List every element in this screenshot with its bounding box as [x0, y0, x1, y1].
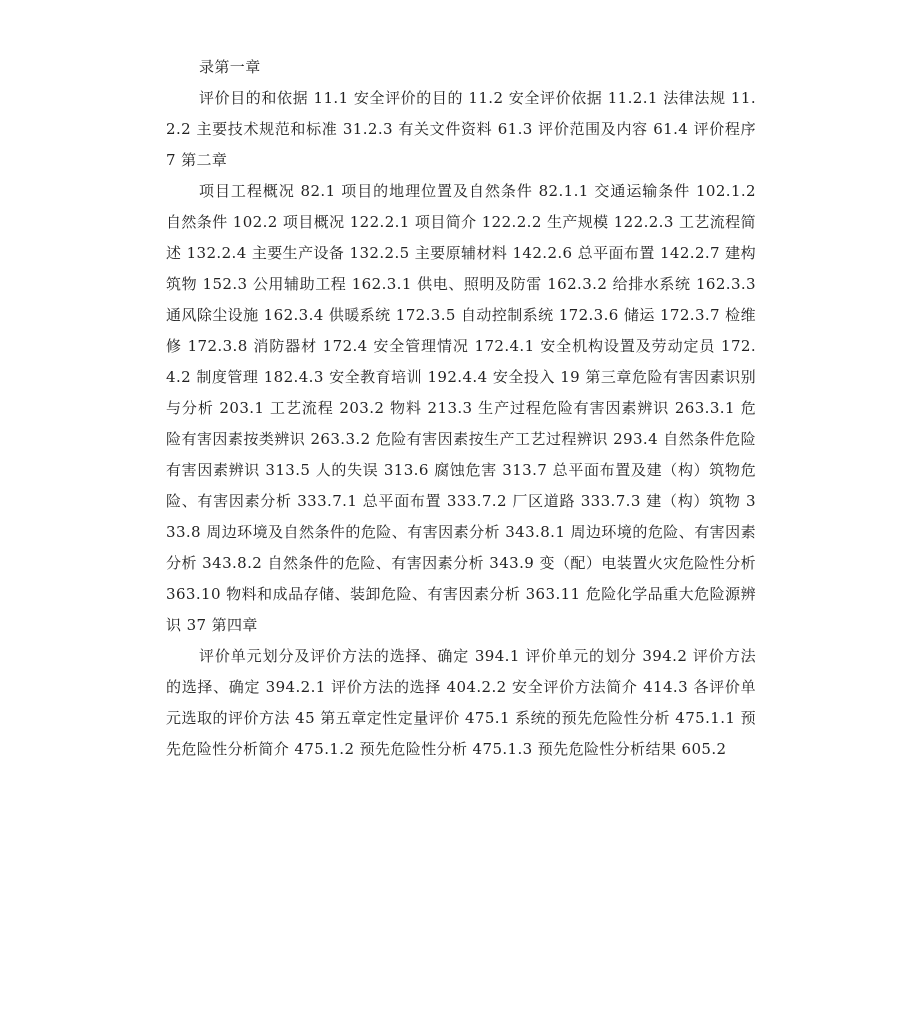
toc-paragraph-chapter-2-3: 项目工程概况 82.1 项目的地理位置及自然条件 82.1.1 交通运输条件 102.1.2 自然条件 102.2 项目概况 122.2.1 项目简介 122.2.2 生产规模 122.2.3 工艺流程简述 132.2.4 主要生产设备 132.2.5 主要原辅材料 142.2.6 总平面布置 142.2.7 建构筑物 152.3 公用辅助工程 162.3.1 供电、照明及防雷 162.3.2 给排水系统 162.3.3 通风除尘设施 162.3.4 供暖系统 172.3.5 自动控制系统 172.3.6 储运 172.3.7 检维修 172.3.8 消防器材 172.4 安全管理情况 172.4.1 安全机构设置及劳动定员 172.4.2 制度管理 182.4.3 安全教育培训 192.4.4 安全投入 19 第三章危险有害因素识别与分析 203.1 工艺流程 203.2 物料 213.3 生产过程危险有害因素辨识 263.3.1 危险有害因素按类辨识 263.3.2 危险有害因素按生产工艺过程辨识 293.4 自然条件危险有害因素辨识 313.5 人的失误 313.6 腐蚀危害 313.7 总平面布置及建（构）筑物危险、有害因素分析 333.7.1 总平面布置 333.7.2 厂区道路 333.7.3 建（构）筑物 333.8 周边环境及自然条件的危险、有害因素分析 343.8.1 周边环境的危险、有害因素分析 343.8.2 自然条件的危险、有害因素分析 343.9 变（配）电装置火灾危险性分析 363.10 物料和成品存储、装卸危险、有害因素分析 363.11 危险化学品重大危险源辨识 37 第四章: [166, 182, 756, 634]
toc-heading-paragraph: 录第一章: [199, 58, 261, 76]
document-body: [166, 52, 756, 765]
toc-paragraph-chapter-1: 评价目的和依据 11.1 安全评价的目的 11.2 安全评价依据 11.2.1 法律法规 11.2.2 主要技术规范和标准 31.2.3 有关文件资料 61.3 评价范围及内容 61.4 评价程序 7 第二章: [166, 89, 756, 169]
toc-paragraph-chapter-4-5: 评价单元划分及评价方法的选择、确定 394.1 评价单元的划分 394.2 评价方法的选择、确定 394.2.1 评价方法的选择 404.2.2 安全评价方法简介 414.3 各评价单元选取的评价方法 45 第五章定性定量评价 475.1 系统的预先危险性分析 475.1.1 预先危险性分析简介 475.1.2 预先危险性分析 475.1.3 预先危险性分析结果 605.2: [166, 647, 756, 758]
